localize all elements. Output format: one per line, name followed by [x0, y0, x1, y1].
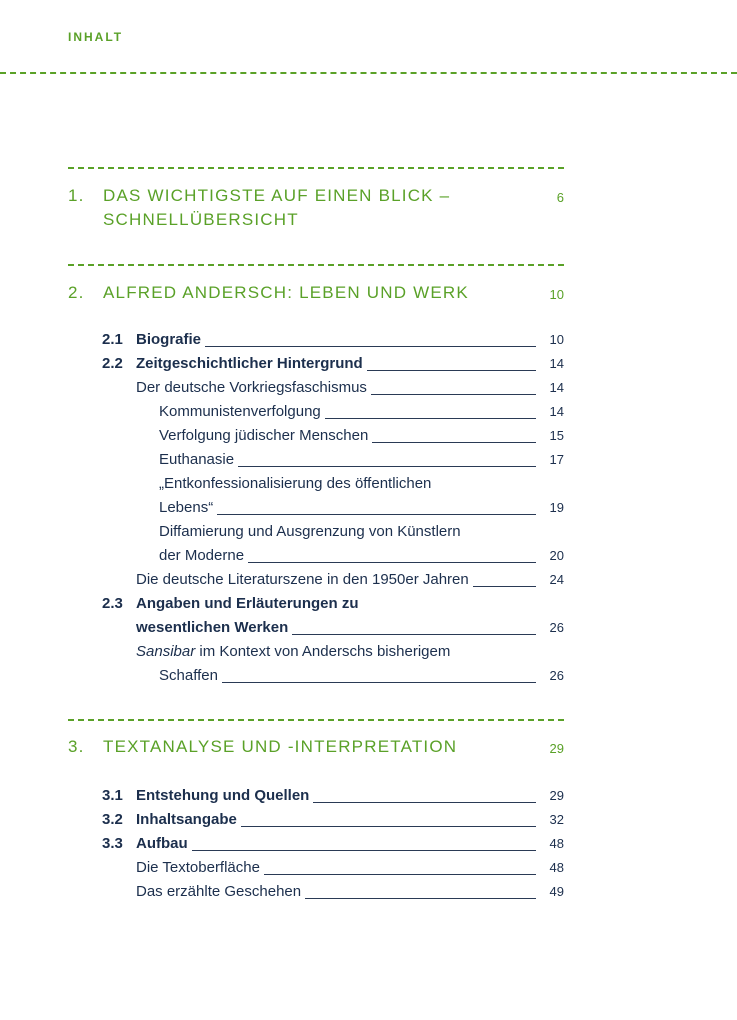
toc-entry[interactable] — [136, 858, 564, 878]
entry-page: 49 — [549, 884, 564, 899]
section-title: ALFRED ANDERSCH: LEBEN UND WERK — [103, 283, 469, 302]
entry-title: Euthanasie — [159, 450, 238, 470]
section-divider — [68, 264, 564, 266]
entry-title: wesentlichen Werken — [136, 618, 292, 638]
entry-page: 19 — [549, 500, 564, 515]
section-page: 10 — [549, 287, 564, 302]
entry-title: Die Textoberfläche — [136, 858, 264, 878]
header-divider — [0, 72, 737, 74]
section-page: 29 — [549, 741, 564, 756]
leader-line — [142, 850, 536, 851]
entry-page: 48 — [549, 836, 564, 851]
toc-entry[interactable] — [136, 882, 564, 902]
running-header: INHALT — [68, 30, 124, 44]
entry-number: 2.1 — [102, 331, 123, 348]
entry-title-line1: „Entkonfessionalisierung des öffentlichen — [159, 474, 435, 494]
entry-page: 48 — [549, 860, 564, 875]
entry-page: 15 — [549, 428, 564, 443]
toc-entry[interactable] — [102, 330, 564, 350]
entry-title: Kommunistenverfolgung — [159, 402, 325, 422]
toc-entry[interactable] — [159, 402, 564, 422]
entry-title: Verfolgung jüdischer Menschen — [159, 426, 372, 446]
entry-title: Der deutsche Vorkriegsfaschismus — [136, 378, 371, 398]
entry-page: 17 — [549, 452, 564, 467]
entry-page: 26 — [549, 668, 564, 683]
toc-entry[interactable] — [102, 786, 564, 806]
entry-page: 14 — [549, 356, 564, 371]
book-title: Sansibar — [136, 643, 196, 660]
entry-page: 32 — [549, 812, 564, 827]
section-number: 1. — [68, 186, 85, 205]
section-divider — [68, 719, 564, 721]
toc-section-2[interactable] — [68, 281, 564, 305]
entry-number: 2.3 — [102, 595, 123, 612]
section-page: 6 — [556, 190, 564, 205]
entry-title: Biografie — [136, 330, 205, 350]
entry-title-line1: Diffamierung und Ausgrenzung von Künstlern — [159, 522, 465, 542]
section-title-line2: SCHNELLÜBERSICHT — [103, 210, 299, 229]
entry-title: der Moderne — [159, 546, 248, 566]
toc-entry[interactable] — [102, 594, 564, 638]
entry-page: 14 — [549, 404, 564, 419]
entry-title: Zeitgeschichtlicher Hintergrund — [136, 354, 367, 374]
section-title: TEXTANALYSE UND -INTERPRETATION — [103, 737, 458, 756]
entry-title: Das erzählte Geschehen — [136, 882, 305, 902]
entry-title: Inhaltsangabe — [136, 810, 241, 830]
entry-title: Schaffen — [159, 666, 222, 686]
entry-number: 3.2 — [102, 811, 123, 828]
entry-page: 20 — [549, 548, 564, 563]
toc-section-3[interactable] — [68, 735, 564, 759]
toc-entry[interactable] — [136, 378, 564, 398]
toc-entry[interactable] — [159, 522, 564, 566]
section-divider — [68, 167, 564, 169]
entry-page: 26 — [549, 620, 564, 635]
entry-page: 24 — [549, 572, 564, 587]
toc-entry[interactable] — [136, 570, 564, 590]
toc-entry[interactable] — [136, 642, 564, 686]
entry-number: 2.2 — [102, 355, 123, 372]
entry-page: 14 — [549, 380, 564, 395]
entry-number: 3.3 — [102, 835, 123, 852]
entry-title: Entstehung und Quellen — [136, 786, 313, 806]
section-number: 3. — [68, 737, 85, 756]
toc-entry[interactable] — [159, 426, 564, 446]
toc-entry[interactable] — [102, 354, 564, 374]
entry-title: Lebens“ — [159, 498, 217, 518]
toc-entry[interactable] — [159, 474, 564, 518]
toc-section-1[interactable] — [68, 184, 564, 232]
entry-title: Aufbau — [136, 834, 192, 854]
section-number: 2. — [68, 283, 85, 302]
entry-page: 10 — [549, 332, 564, 347]
entry-page: 29 — [549, 788, 564, 803]
entry-number: 3.1 — [102, 787, 123, 804]
entry-title-line1: Angaben und Erläuterungen zu — [136, 594, 363, 614]
section-title-line1: DAS WICHTIGSTE AUF EINEN BLICK – — [103, 186, 451, 205]
toc-entry[interactable] — [102, 834, 564, 854]
toc-entry[interactable] — [102, 810, 564, 830]
toc-entry[interactable] — [159, 450, 564, 470]
entry-title: Die deutsche Literaturszene in den 1950er Jahren — [136, 570, 473, 590]
entry-title-rest: im Kontext von Anderschs bisherigem — [195, 643, 451, 660]
entry-title-line1 — [136, 642, 454, 662]
